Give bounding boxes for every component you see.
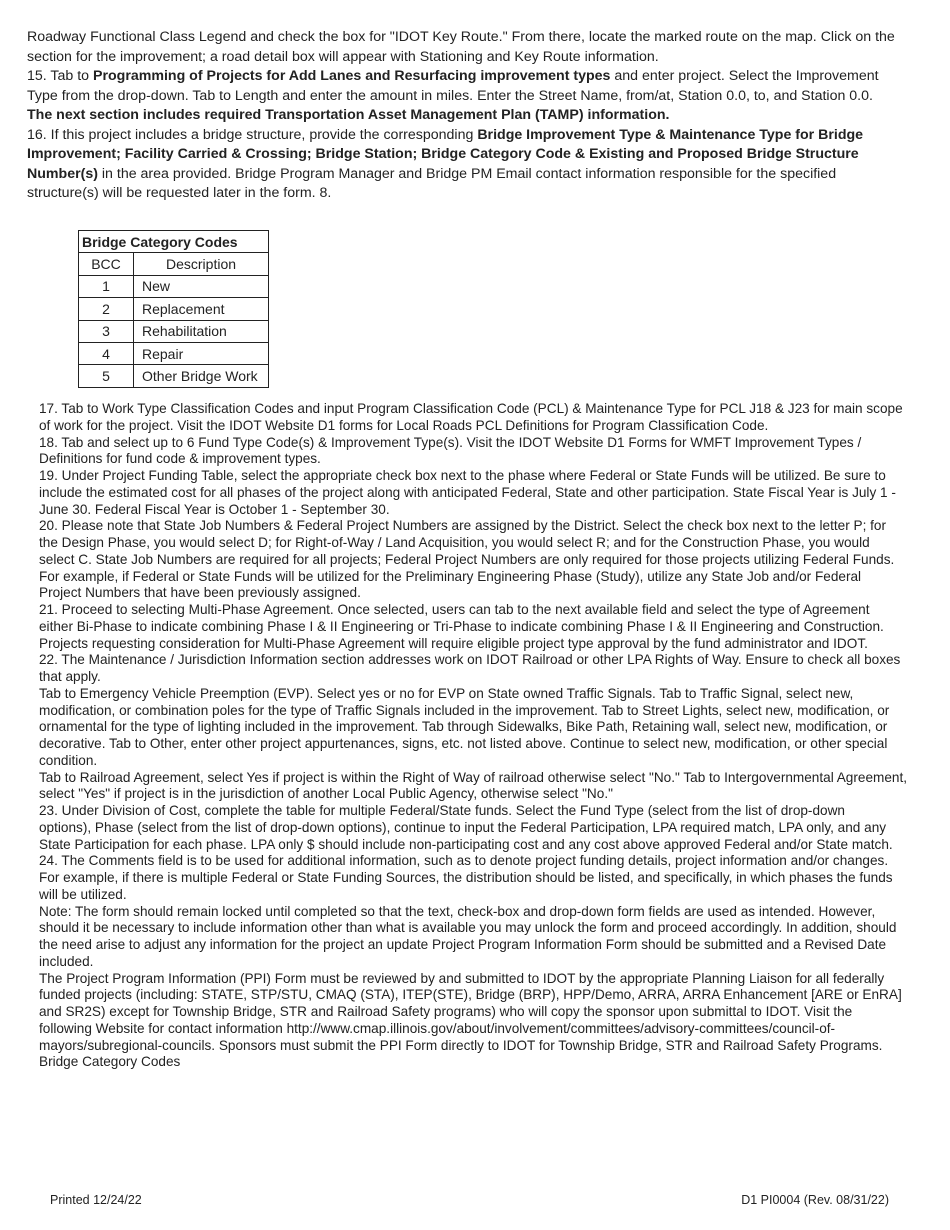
table-row bbox=[79, 365, 269, 387]
paragraph-step-22: 22. The Maintenance / Jurisdiction Information section addresses work on IDOT Railroad or other LPA Rights of Way. Ensure to check all boxes that apply. bbox=[39, 652, 901, 684]
paragraph-step-21: 21. Proceed to selecting Multi-Phase Agreement. Once selected, users can tab to the next available field and select the type of Agreement either Bi-Phase to indicate combining Phase I & II Engineering or Tri-Phase to indicate combining Phase I & II Engineering and Construction. Projects requesting consideration for Multi-Phase Agreement will require eligible project type approval by the fund administrator and IDOT. bbox=[39, 602, 884, 651]
table-row bbox=[79, 342, 269, 364]
bcc-code: 4 bbox=[79, 342, 134, 364]
paragraph-step-20: 20. Please note that State Job Numbers & Federal Project Numbers are assigned by the District. Select the check box next to the letter P; for the Design Phase, you would select D; for Right-of-Way / Land Acquisition, you would select R; and for the Construction Phase, you would select C. State Job Numbers are required for all projects; Federal Project Numbers are only required for those projects utilizing Federal Funds. For example, if Federal or State Funds will be utilized for the Preliminary Engineering Phase (Study), utilize any State Job and/or Federal Project Numbers that have been previously assigned. bbox=[39, 518, 895, 601]
paragraph-step-15 bbox=[27, 67, 907, 106]
bcc-code: 5 bbox=[79, 365, 134, 387]
instructions-lower bbox=[39, 401, 907, 1071]
bcc-description: New bbox=[134, 275, 269, 297]
form-identifier: D1 PI0004 (Rev. 08/31/22) bbox=[741, 1193, 889, 1207]
table-title-row bbox=[79, 231, 269, 253]
step-15-lead: 15. Tab to bbox=[27, 68, 93, 84]
paragraph-note: Note: The form should remain locked until completed so that the text, check-box and drop-down form fields are used as intended. However, should it be necessary to include information other than what is available you may unlock the form and proceed accordingly. In addition, should the need arise to adjust any information for the project an update Project Program Information Form should be submitted and a Revised Date included. bbox=[39, 903, 897, 969]
bcc-description: Repair bbox=[134, 342, 269, 364]
step-16-rest: in the area provided. Bridge Program Manager and Bridge PM Email contact information responsible for the specified structure(s) will be requested later in the form. 8. bbox=[27, 165, 837, 201]
bcc-code: 2 bbox=[79, 298, 134, 320]
bcc-code: 3 bbox=[79, 320, 134, 342]
tamp-heading-text: The next section includes required Transportation Asset Management Plan (TAMP) information. bbox=[27, 107, 670, 123]
tamp-heading bbox=[27, 106, 907, 126]
paragraph-evp: Tab to Emergency Vehicle Preemption (EVP). Select yes or no for EVP on State owned Traffic Signals. Tab to Traffic Signal, select new, modification, or combination poles for the type of Traffic Signals included in the improvement. Tab to Street Lights, select new, modification, or ornamental for the type of lighting included in the improvement. Tab through Sidewalks, Bike Path, Retaining wall, select new, modification, or decorative. Tab to Other, enter other project appurtenances, signs, etc. not listed above. Continue to select new, modification, or other special condition. bbox=[39, 685, 890, 768]
table-row bbox=[79, 320, 269, 342]
paragraph-ppi: The Project Program Information (PPI) Form must be reviewed by and submitted to IDOT by the appropriate Planning Liaison for all federally funded projects (including: STATE, STP/STU, CMAQ (STA), ITEP(STE), Bridge (BRP), HPP/Demo, ARRA, ARRA Enhancement [ARE or EnRA] and SR2S) except for Township Bridge, STR and Railroad Safety programs) who will copy the sponsor upon submittal to IDOT. Visit the following Website for contact information http://www.cmap.illinois.gov/about/involvement/committees/advisory-committees/council-of-mayors/subregional-councils. Sponsors must submit the PPI Form directly to IDOT for Township Bridge, STR and Railroad Safety Programs. bbox=[39, 970, 902, 1053]
step-15-rest: and enter project. Select the Improvement Type from the drop-down. Tab to Length and enter the amount in miles. Enter the Street Name, from/at, Station 0.0, to, and Station 0.0. bbox=[27, 68, 879, 104]
column-header-bcc: BCC bbox=[79, 253, 134, 275]
paragraph-key-route: Roadway Functional Class Legend and check the box for "IDOT Key Route." From there, locate the marked route on the map. Click on the section for the improvement; a road detail box will appear with Stationing and Key Route information. bbox=[27, 29, 895, 65]
instructions-upper bbox=[27, 28, 907, 204]
step-16-bold: Bridge Improvement Type & Maintenance Type for Bridge Improvement; Facility Carried & Crossing; Bridge Station; Bridge Category Code & Existing and Proposed Bridge Structure Number(s) bbox=[27, 126, 864, 182]
column-header-description: Description bbox=[134, 253, 269, 275]
bridge-category-codes-table bbox=[78, 230, 269, 388]
bcc-description: Rehabilitation bbox=[134, 320, 269, 342]
bcc-description: Other Bridge Work bbox=[134, 365, 269, 387]
bcc-description: Replacement bbox=[134, 298, 269, 320]
paragraph-railroad: Tab to Railroad Agreement, select Yes if project is within the Right of Way of railroad otherwise select "No." Tab to Intergovernmental Agreement, select "Yes" if project is in the jurisdiction of another Local Public Agency, otherwise select "No." bbox=[39, 769, 908, 802]
table-title: Bridge Category Codes bbox=[79, 231, 269, 253]
paragraph-step-17: 17. Tab to Work Type Classification Codes and input Program Classification Code (PCL) & Maintenance Type for PCL J18 & J23 for main scope of work for the project. Visit the IDOT Website D1 forms for Local Roads PCL Definitions for Program Classification Code. bbox=[39, 401, 903, 433]
step-15-bold: Programming of Projects for Add Lanes and Resurfacing improvement types bbox=[93, 68, 611, 84]
trailing-label: Bridge Category Codes bbox=[39, 1054, 181, 1070]
table-row bbox=[79, 298, 269, 320]
table-header-row bbox=[79, 253, 269, 275]
step-16-lead: 16. If this project includes a bridge structure, provide the corresponding bbox=[27, 126, 478, 143]
paragraph-step-19: 19. Under Project Funding Table, select the appropriate check box next to the phase where Federal or State Funds will be utilized. Be sure to include the estimated cost for all phases of the project along with anticipated Federal, State and other participation. State Fiscal Year is July 1 - June 30. Federal Fiscal Year is October 1 - September 30. bbox=[39, 468, 896, 517]
printed-date: Printed 12/24/22 bbox=[50, 1193, 142, 1207]
paragraph-step-23b: options), Phase (select from the list of drop-down options), continue to input the Federal Participation, LPA required match, LPA only, and any State Participation for each phase. LPA only $ should include non-participating cost and any cost above approved Federal and/or State match. bbox=[39, 819, 893, 852]
paragraph-step-18: 18. Tab and select up to 6 Fund Type Code(s) & Improvement Type(s). Visit the IDOT Website D1 Forms for WMFT Improvement Types / Definitions for fund code & improvement types. bbox=[39, 434, 862, 467]
paragraph-step-16 bbox=[27, 126, 907, 204]
table-row bbox=[79, 275, 269, 297]
paragraph-step-24: 24. The Comments field is to be used for additional information, such as to denote project funding details, project information and/or changes. For example, if there is multiple Federal or State Funding Sources, the distribution should be listed, and specifically, in which phases the funds will be utilized. bbox=[39, 853, 893, 902]
bcc-code: 1 bbox=[79, 275, 134, 297]
paragraph-step-23a: 23. Under Division of Cost, complete the table for multiple Federal/State funds. Select the Fund Type (select from the list of drop-down bbox=[39, 803, 845, 818]
